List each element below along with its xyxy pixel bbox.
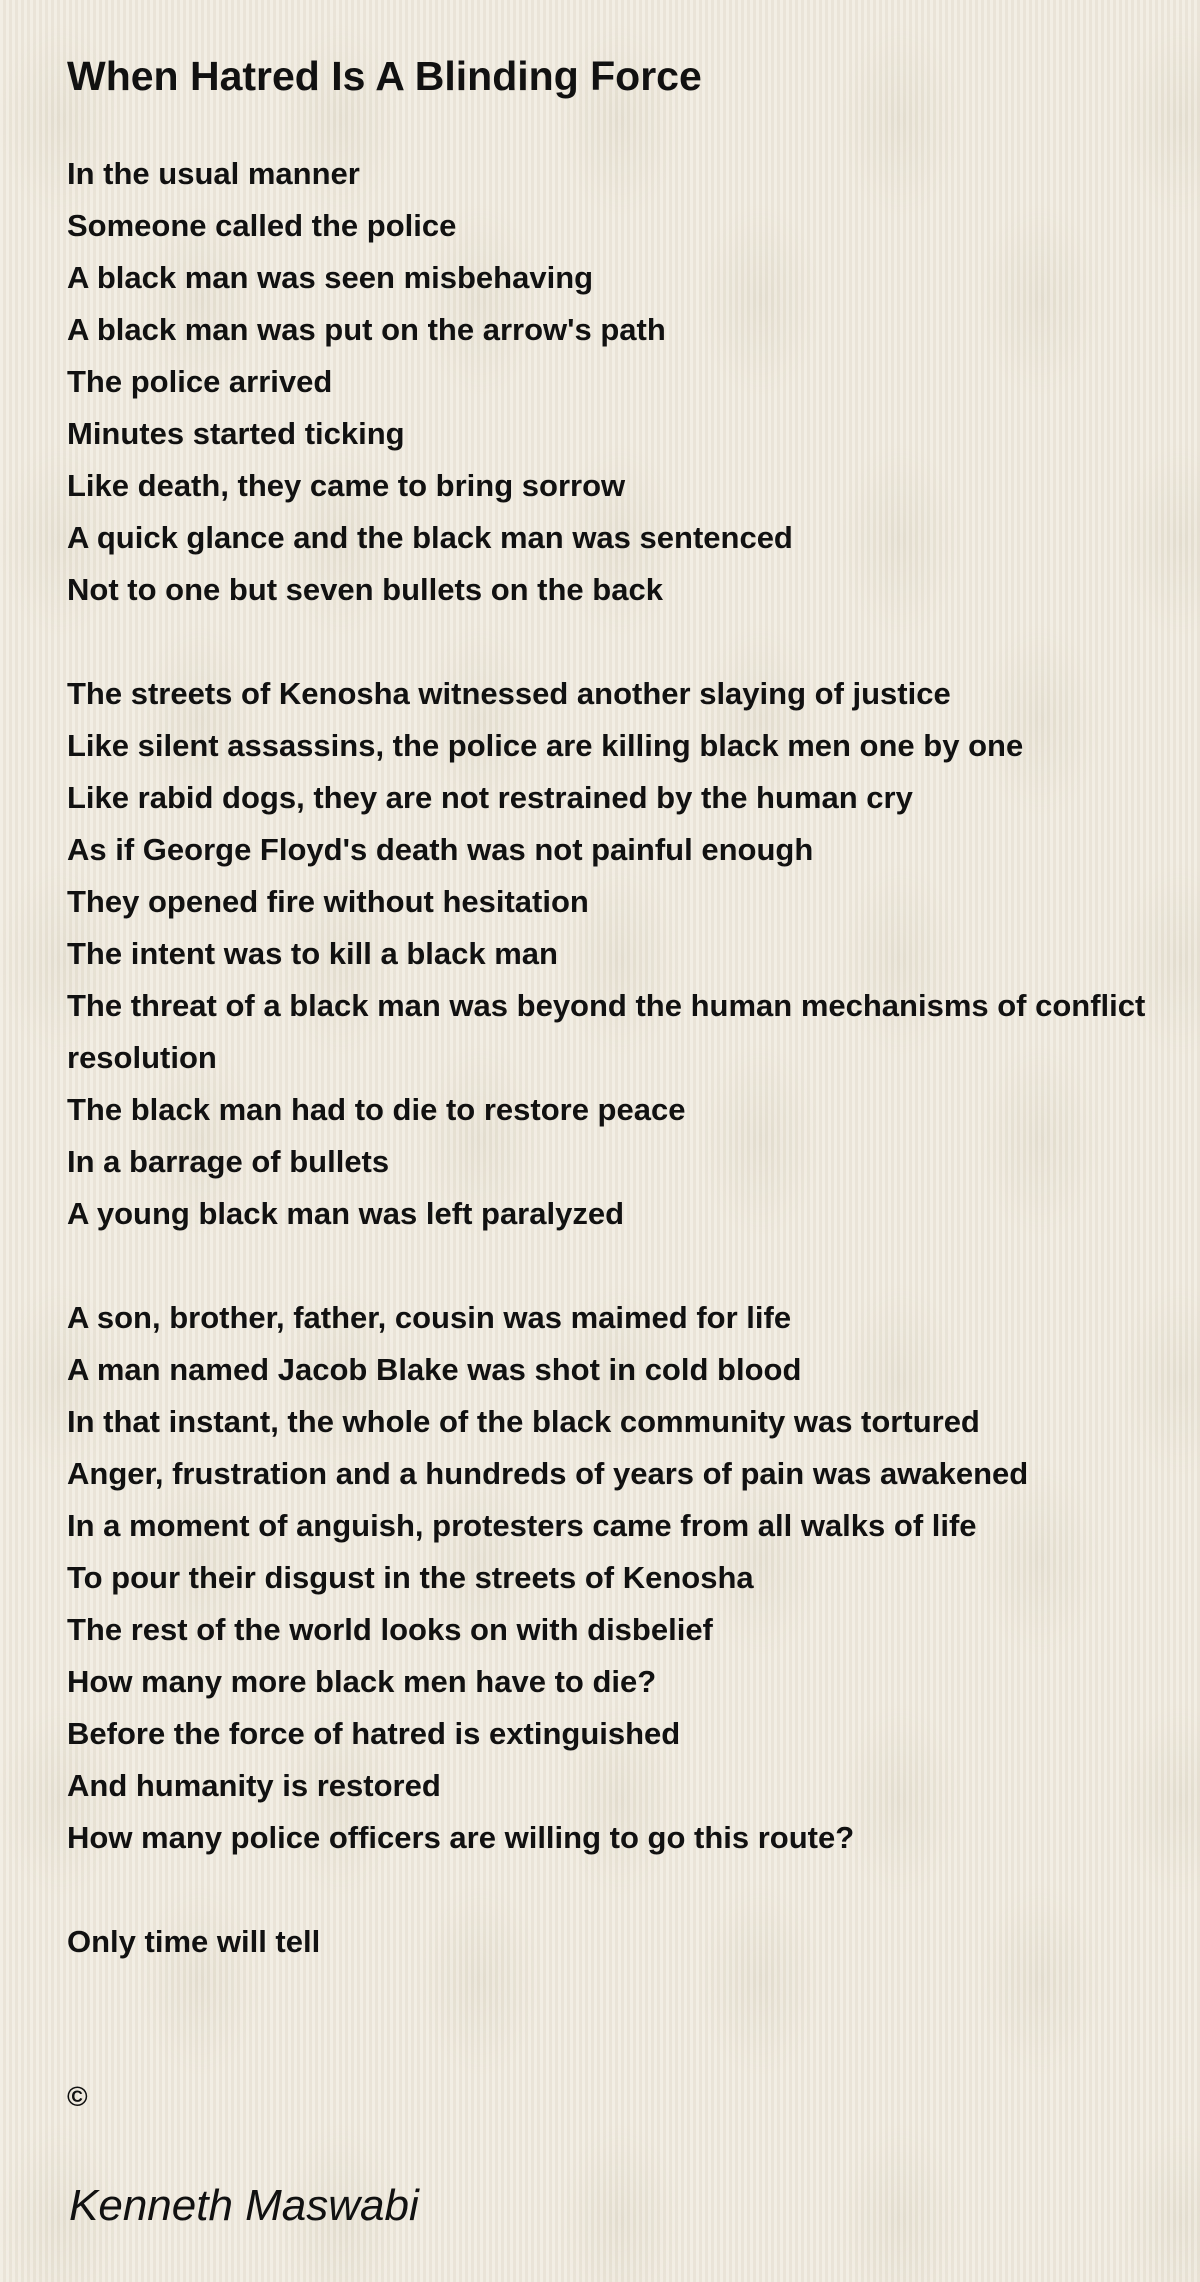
poem-line: Like silent assassins, the police are killing black men one by one [67, 728, 1024, 763]
poem-line: Minutes started ticking [67, 416, 405, 451]
poem-line: The intent was to kill a black man [67, 936, 558, 971]
poem-line: A son, brother, father, cousin was maimed for life [67, 1300, 792, 1335]
poem-line: They opened fire without hesitation [67, 884, 589, 919]
poem-line: A young black man was left paralyzed [67, 1196, 625, 1231]
poem-title: When Hatred Is A Blinding Force [67, 53, 702, 99]
poem-line: In the usual manner [67, 156, 360, 191]
poem-line: In a moment of anguish, protesters came from all walks of life [67, 1508, 977, 1543]
poem-line: The police arrived [67, 364, 333, 399]
poem-body [67, 148, 1200, 2020]
poem-line: To pour their disgust in the streets of Kenosha [67, 1560, 754, 1595]
poem-line: The threat of a black man was beyond the human mechanisms of conflict [67, 988, 1146, 1023]
poem-line: In a barrage of bullets [67, 1144, 390, 1179]
poem-line: And humanity is restored [67, 1768, 441, 1803]
poem-line: Someone called the police [67, 208, 457, 243]
poem-line: Before the force of hatred is extinguished [67, 1716, 681, 1751]
poem-line: As if George Floyd's death was not painful enough [67, 832, 814, 867]
poem-line: How many more black men have to die? [67, 1664, 657, 1699]
poem-line: A man named Jacob Blake was shot in cold blood [67, 1352, 802, 1387]
copyright-symbol: © [67, 2081, 88, 2112]
poem-author: Kenneth Maswabi [69, 2181, 419, 2230]
poem-line: The black man had to die to restore peace [67, 1092, 686, 1127]
poem-line: Only time will tell [67, 1924, 321, 1959]
stanza-2 [67, 668, 1200, 1240]
stanza-4 [67, 1916, 1200, 1968]
poem-line: A black man was seen misbehaving [67, 260, 594, 295]
poem-line: The streets of Kenosha witnessed another slaying of justice [67, 676, 951, 711]
poem-line: Like rabid dogs, they are not restrained by the human cry [67, 780, 913, 815]
poem-line: A quick glance and the black man was sentenced [67, 520, 793, 555]
poem-line: Like death, they came to bring sorrow [67, 468, 626, 503]
poem-line: resolution [67, 1040, 217, 1075]
stanza-3 [67, 1292, 1200, 1864]
poem-line: Not to one but seven bullets on the back [67, 572, 663, 607]
poem-line: A black man was put on the arrow's path [67, 312, 666, 347]
poem-line: Anger, frustration and a hundreds of years of pain was awakened [67, 1456, 1029, 1491]
poem-line: How many police officers are willing to go this route? [67, 1820, 855, 1855]
poem-line: The rest of the world looks on with disbelief [67, 1612, 713, 1647]
stanza-1 [67, 148, 1200, 616]
poem-line: In that instant, the whole of the black community was tortured [67, 1404, 980, 1439]
